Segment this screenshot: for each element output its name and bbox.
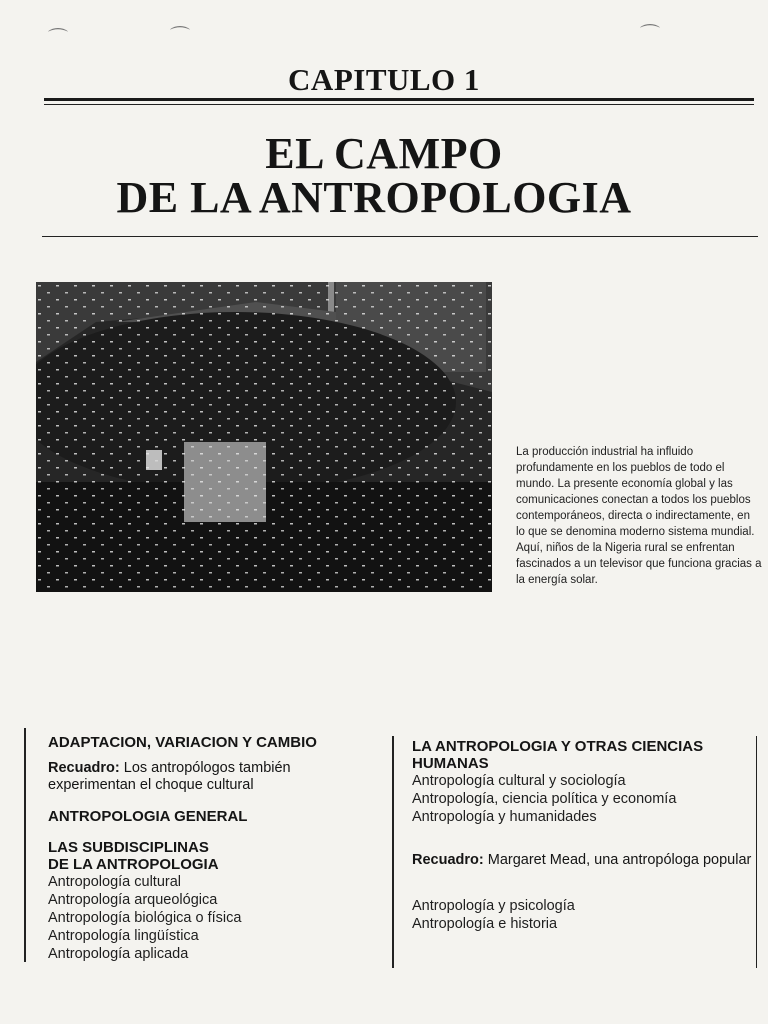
chapter-label: CAPITULO 1 (288, 62, 480, 97)
photo-nigeria-children-tv (36, 282, 492, 592)
page-title (0, 129, 768, 222)
toc-item: Antropología cultural y sociología (412, 773, 626, 789)
toc-item: Antropología e historia (412, 916, 558, 932)
section-line-1: LAS SUBDISCIPLINAS (48, 839, 209, 856)
section-line-2: DE LA ANTROPOLOGIA (48, 856, 219, 873)
toc-item: Antropología y humanidades (412, 809, 597, 825)
section-line-2: HUMANAS (412, 755, 489, 772)
title-line-1: EL CAMPO (265, 129, 503, 178)
toc-item: Antropología cultural (48, 874, 181, 890)
column-divider-right (756, 736, 757, 968)
column-divider-middle (392, 736, 394, 968)
toc-section-general: ANTROPOLOGIA GENERAL (48, 808, 248, 825)
title-line-2: DE LA ANTROPOLOGIA (116, 173, 632, 222)
toc-item: Antropología arqueológica (48, 892, 218, 908)
toc-box-margaret-mead (412, 852, 752, 869)
toc-section-otras-ciencias (412, 738, 752, 772)
column-divider-left (24, 728, 26, 962)
scan-mark: ⌒ (640, 24, 660, 46)
box-label: Recuadro: (48, 760, 120, 776)
toc-item: Antropología y psicología (412, 898, 575, 914)
toc-item: Antropología aplicada (48, 946, 189, 962)
photo-illustration (36, 282, 492, 592)
box-label: Recuadro: (412, 852, 484, 868)
scan-mark: ⌒ (170, 26, 190, 48)
header-rule (44, 98, 754, 101)
title-rule (42, 236, 758, 237)
toc-right (412, 738, 752, 933)
photo-caption: La producción industrial ha influido profundamente en los pueblos de todo el mundo. La presente economía global y las comunicaciones conectan a todos los pueblos contemporáneos, directa o indirectamente, en lo que se denomina moderno sistema mundial. Aquí, niños de la Nigeria rural se enfrentan fascinados a un televisor que funciona gracias a la energía solar. (516, 446, 762, 586)
header-rule-thin (44, 104, 754, 105)
section-line-1: LA ANTROPOLOGIA Y OTRAS CIENCIAS (412, 738, 704, 755)
toc-left (48, 734, 378, 963)
toc-item: Antropología biológica o física (48, 910, 242, 926)
scan-mark: ⌒ (48, 28, 68, 50)
toc-item: Antropología, ciencia política y economía (412, 791, 677, 807)
toc-box-choque-cultural (48, 760, 378, 794)
toc-item: Antropología lingüística (48, 928, 199, 944)
toc-section-subdisciplinas (48, 839, 378, 873)
box-text: Los antropólogos también experimentan el choque cultural (48, 760, 291, 793)
toc-section-adaptacion: ADAPTACION, VARIACION Y CAMBIO (48, 734, 317, 751)
box-text: Margaret Mead, una antropóloga popular (487, 852, 752, 868)
